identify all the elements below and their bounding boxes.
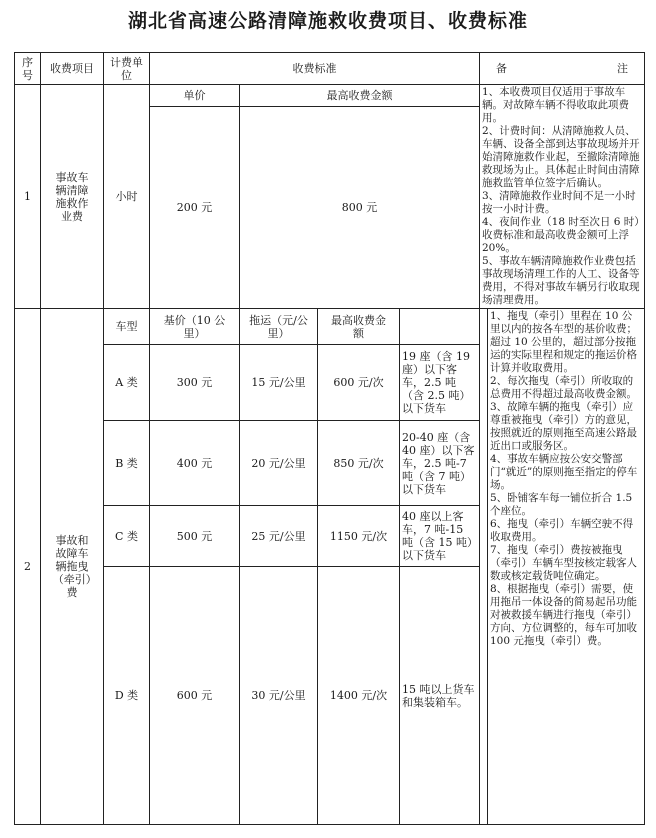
row2-note: 3、故障车辆的拖曳（牵引）应尊重被拖曳（牵引）方的意见，按照就近的原则拖至高速公路最近出口或服务区。	[490, 401, 637, 452]
row1-note: 5、事故车辆清障施救作业费包括事故现场清理工作的人工、设备等费用，不得对事故车辆另行收取现场清理费用。	[482, 255, 640, 306]
row1-note: 3、清障施救作业时间不足一小时按一小时计费。	[482, 190, 636, 215]
row2-note: 7、拖曳（牵引）费按被拖曳（牵引）车辆车型按核定载客人数或核定载货吨位确定。	[490, 544, 637, 582]
row1-note: 1、本收费项目仅适用于事故车辆。对故障车辆不得收取此项费用。	[482, 86, 629, 124]
class-tow: 25 元/公里	[240, 506, 318, 567]
header-remarks-a: 备	[496, 62, 507, 75]
row1-max-header: 最高收费金额	[240, 85, 480, 107]
row2-tow-header: 拖运（元/公里）	[240, 309, 318, 345]
class-base: 400 元	[150, 421, 240, 506]
row1-unit: 小时	[104, 85, 150, 309]
row2-note: 6、拖曳（牵引）车辆空驶不得收取费用。	[490, 518, 634, 543]
row1-max: 800 元	[240, 107, 480, 309]
class-desc: 19 座（含 19 座）以下客车，2.5 吨（含 2.5 吨）以下货车	[400, 345, 480, 421]
class-max: 600 元/次	[318, 345, 400, 421]
class-base: 300 元	[150, 345, 240, 421]
page-title: 湖北省高速公路清障施救收费项目、收费标准	[127, 10, 528, 32]
header-item: 收费项目	[41, 53, 104, 85]
row2-note: 2、每次拖曳（牵引）所收取的总费用不得超过最高收费金额。	[490, 375, 637, 400]
class-base: 600 元	[150, 567, 240, 825]
fee-table	[14, 52, 645, 825]
row1-notes	[480, 85, 645, 309]
row2-max-header: 最高收费金额	[318, 309, 400, 345]
row1-item: 事故车辆清障施救作业费	[41, 85, 104, 309]
row2-spacer	[480, 309, 488, 825]
header-row	[15, 53, 645, 85]
row1-price: 200 元	[150, 107, 240, 309]
row2-note: 8、根据拖曳（牵引）需要，使用拖吊一体设备的简易起吊功能对被救援车辆进行拖曳（牵引）方向、方位调整的，每车可加收 100 元拖曳（牵引）费。	[490, 583, 637, 647]
class-desc: 20-40 座（含 40 座）以下客车，2.5 吨-7 吨（含 7 吨）以下货车	[400, 421, 480, 506]
header-remarks-b: 注	[617, 62, 628, 75]
row1-seq: 1	[15, 85, 41, 309]
header-standard: 收费标准	[150, 53, 480, 85]
header-seq: 序号	[15, 53, 41, 85]
row1-note: 2、计费时间：从清障施救人员、车辆、设备全部到达事故现场并开始清障施救作业起，至撤除清障施救现场为止。具体起止时间由清障施救监管单位签字后确认。	[482, 125, 640, 189]
class-type: B 类	[104, 421, 150, 506]
row2-desc-header	[400, 309, 480, 345]
header-remarks	[480, 53, 645, 85]
header-unit: 计费单位	[104, 53, 150, 85]
row2-note: 4、事故车辆应按公安交警部门“就近”的原则拖至指定的停车场。	[490, 453, 638, 491]
class-type: D 类	[104, 567, 150, 825]
row2-type-header: 车型	[104, 309, 150, 345]
class-max: 850 元/次	[318, 421, 400, 506]
class-tow: 30 元/公里	[240, 567, 318, 825]
row1-note: 4、夜间作业（18 时至次日 6 时）收费标准和最高收费金额可上浮 20%。	[482, 216, 640, 254]
row2-base-header: 基价（10 公里）	[150, 309, 240, 345]
row2-notes	[488, 309, 645, 825]
row2-subheader	[15, 309, 645, 345]
row1-price-header: 单价	[150, 85, 240, 107]
row2-item: 事故和故障车辆拖曳（牵引）费	[41, 309, 104, 825]
class-type: C 类	[104, 506, 150, 567]
class-type: A 类	[104, 345, 150, 421]
row2-note: 5、卧铺客车每一铺位折合 1.5 个座位。	[490, 492, 633, 517]
class-base: 500 元	[150, 506, 240, 567]
row2-seq: 2	[15, 309, 41, 825]
class-tow: 15 元/公里	[240, 345, 318, 421]
class-max: 1150 元/次	[318, 506, 400, 567]
class-desc: 40 座以上客车，7 吨-15 吨（含 15 吨）以下货车	[400, 506, 480, 567]
row1-subheader	[15, 85, 645, 107]
class-max: 1400 元/次	[318, 567, 400, 825]
row2-note: 1、拖曳（牵引）里程在 10 公里以内的按各车型的基价收费；超过 10 公里的，超过部分按拖运的实际里程和规定的拖运价格计算并收取费用。	[490, 310, 637, 374]
class-tow: 20 元/公里	[240, 421, 318, 506]
class-desc: 15 吨以上货车和集装箱车。	[400, 567, 480, 825]
